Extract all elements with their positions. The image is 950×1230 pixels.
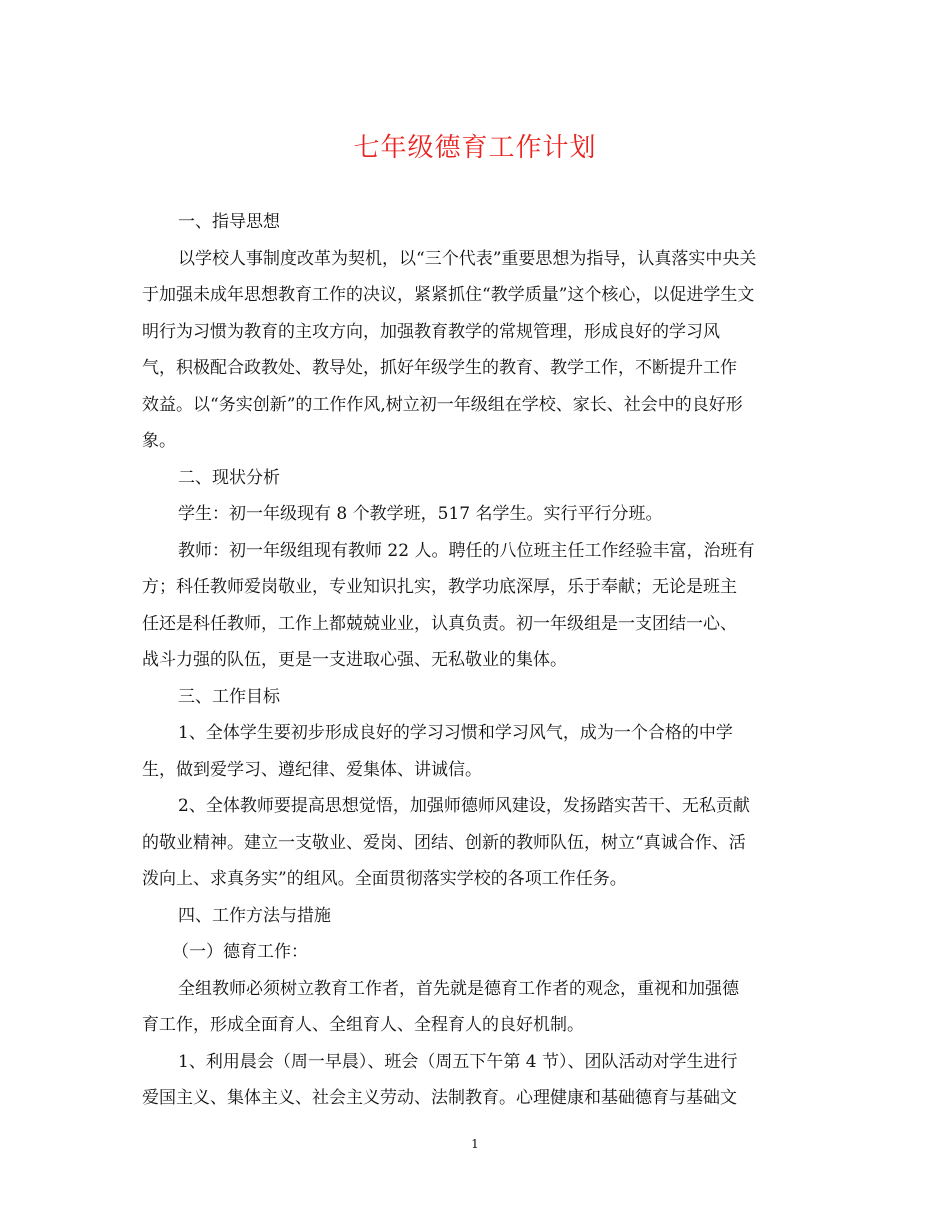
paragraph-line: 育工作，形成全面育人、全组育人、全程育人的良好机制。 [142,1015,584,1035]
paragraph-line: 2、全体教师要提高思想觉悟，加强师德师风建设，发扬踏实苦干、无私贡献 [178,796,750,816]
section-heading: 三、工作目标 [178,686,280,707]
document-title: 七年级德育工作计划 [353,133,597,163]
page-number: 1 [471,1137,479,1151]
section-heading: 四、工作方法与措施 [178,905,331,926]
section-heading: 二、现状分析 [178,467,280,488]
paragraph-line: 方；科任教师爱岗敬业，专业知识扎实，教学功底深厚，乐于奉献；无论是班主 [142,577,737,597]
document-body [142,204,814,1117]
paragraph-line: 战斗力强的队伍，更是一支进取心强、无私敬业的集体。 [142,650,567,670]
paragraph-line: 于加强未成年思想教育工作的决议，紧紧抓住“教学质量”这个核心，以促进学生文 [142,285,755,305]
paragraph-line: 气，积极配合政教处、教导处，抓好年级学生的教育、教学工作，不断提升工作 [142,358,737,378]
paragraph-line: 任还是科任教师，工作上都兢兢业业，认真负责。初一年级组是一支团结一心、 [142,613,737,634]
paragraph-line: 的敬业精神。建立一支敬业、爱岗、团结、创新的教师队伍，树立“真诚合作、活 [142,832,746,853]
paragraph-line: 象。 [142,431,176,451]
paragraph-line: 教师：初一年级组现有教师 22 人。聘任的八位班主任工作经验丰富，治班有 [178,540,755,561]
paragraph-line: 1、利用晨会（周一早晨）、班会（周五下午第 4 节）、团队活动对学生进行 [178,1051,738,1072]
paragraph-line: 全组教师必须树立教育工作者，首先就是德育工作者的观念，重视和加强德 [178,978,739,999]
paragraph-line: 学生：初一年级现有 8 个教学班，517 名学生。实行平行分班。 [178,504,663,524]
section-heading: 一、指导思想 [178,212,280,232]
paragraph-line: 泼向上、求真务实”的组风。全面贯彻落实学校的各项工作任务。 [142,869,627,889]
paragraph-line: 明行为习惯为教育的主攻方向，加强教育教学的常规管理，形成良好的学习风 [142,321,720,342]
paragraph-line: 生，做到爱学习、遵纪律、爱集体、讲诚信。 [142,759,482,780]
paragraph-line: 效益。以“务实创新”的工作作风,树立初一年级组在学校、家长、社会中的良好形 [142,394,743,415]
subsection-heading: （一）德育工作： [172,942,308,962]
paragraph-line: 以学校人事制度改革为契机，以“三个代表”重要思想为指导，认真落实中央关 [178,248,757,269]
paragraph-line: 1、全体学生要初步形成良好的学习习惯和学习风气，成为一个合格的中学 [178,723,733,743]
paragraph-line: 爱国主义、集体主义、社会主义劳动、法制教育。心理健康和基础德育与基础文 [142,1088,737,1108]
